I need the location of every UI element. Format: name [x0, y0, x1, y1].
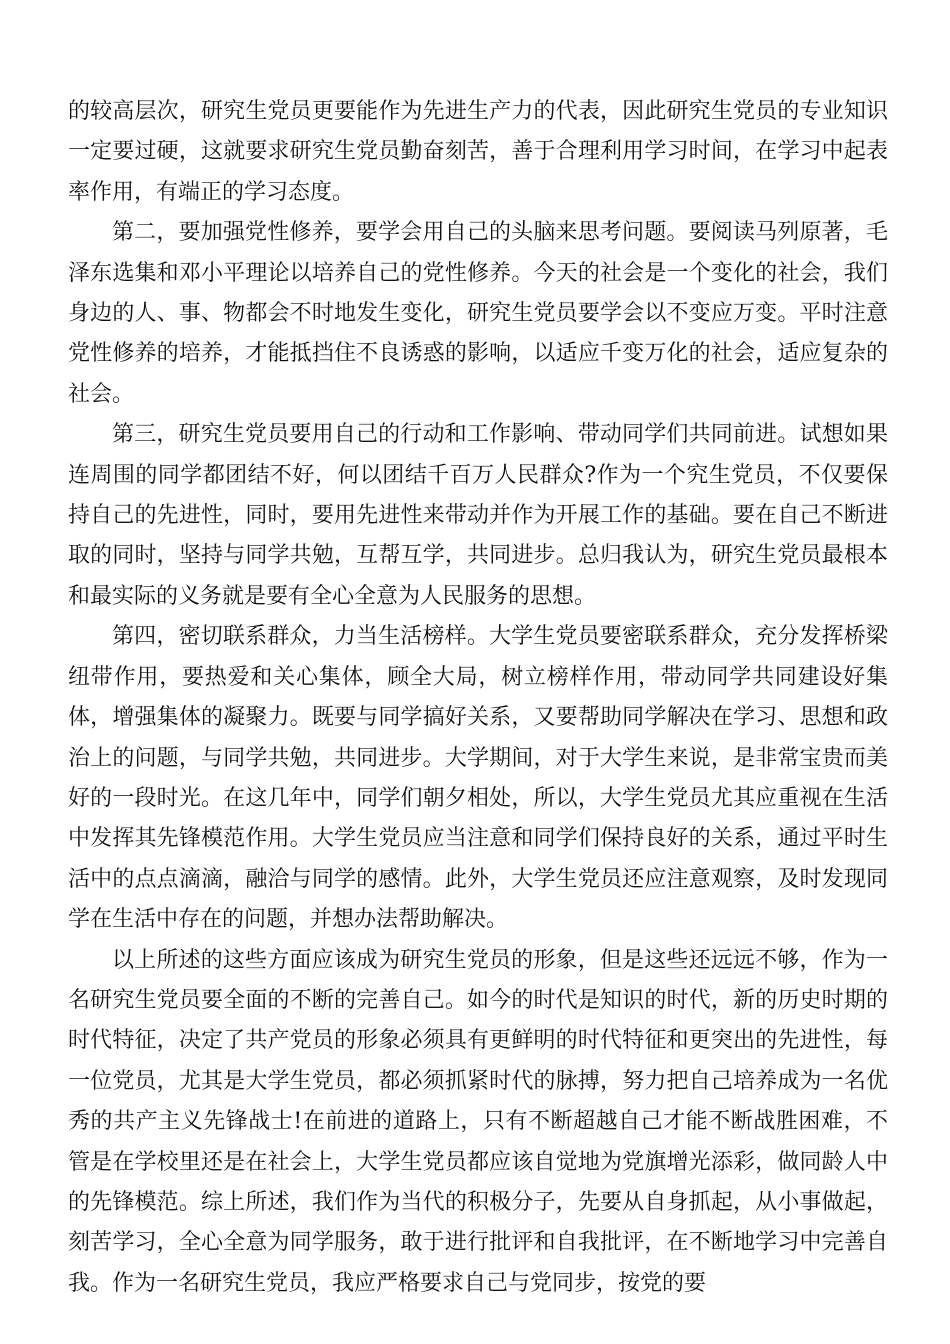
paragraph-second-point: 第二，要加强党性修养，要学会用自己的头脑来思考问题。要阅读马列原著，毛泽东选集和邓小平理论以培养自己的党性修养。今天的社会是一个变化的社会，我们身边的人、事、物都会不时地发生变化，研究生党员要学会以不变应万变。平时注意党性修养的培养，才能抵挡住不良诱惑的影响，以适应千变万化的社会，适应复杂的社会。	[68, 220, 888, 407]
paragraph-fourth-point: 第四，密切联系群众，力当生活榜样。大学生党员要密联系群众，充分发挥桥梁纽带作用，要热爱和关心集体，顾全大局，树立榜样作用，带动同学共同建设好集体，增强集体的凝聚力。既要与同学搞好关系，又要帮助同学解决在学习、思想和政治上的问题，与同学共勉，共同进步。大学期间，对于大学生来说，是非常宝贵而美好的一段时光。在这几年中，同学们朝夕相处，所以，大学生党员尤其应重视在生活中发挥其先锋模范作用。大学生党员应当注意和同学们保持良好的关系，通过平时生活中的点点滴滴，融洽与同学的感情。此外，大学生党员还应注意观察，及时发现同学在生活中存在的问题，并想办法帮助解决。	[68, 624, 888, 933]
document-body	[68, 92, 888, 1304]
paragraph-third-point: 第三，研究生党员要用自己的行动和工作影响、带动同学们共同前进。试想如果连周围的同学都团结不好，何以团结千百万人民群众?作为一个究生党员，不仅要保持自己的先进性，同时，要用先进性来带动并作为开展工作的基础。要在自己不断进取的同时，坚持与同学共勉，互帮互学，共同进步。总归我认为，研究生党员最根本和最实际的义务就是要有全心全意为人民服务的思想。	[68, 422, 888, 609]
paragraph-summary: 以上所述的这些方面应该成为研究生党员的形象，但是这些还远远不够，作为一名研究生党员要全面的不断的完善自己。如今的时代是知识的时代，新的历史时期的时代特征，决定了共产党员的形象必须具有更鲜明的时代特征和更突出的先进性，每一位党员，尤其是大学生党员，都必须抓紧时代的脉搏，努力把自己培养成为一名优秀的共产主义先锋战士!在前进的道路上，只有不断超越自己才能不断战胜困难，不管是在学校里还是在社会上，大学生党员都应该自觉地为党旗增光添彩，做同龄人中的先锋模范。综上所述，我们作为当代的积极分子，先要从自身抓起，从小事做起，刻苦学习，全心全意为同学服务，敢于进行批评和自我批评，在不断地学习中完善自我。作为一名研究生党员，我应严格要求自己与党同步，按党的要	[68, 947, 888, 1296]
paragraph-continuation: 的较高层次，研究生党员更要能作为先进生产力的代表，因此研究生党员的专业知识一定要过硬，这就要求研究生党员勤奋刻苦，善于合理利用学习时间，在学习中起表率作用，有端正的学习态度。	[68, 99, 888, 205]
